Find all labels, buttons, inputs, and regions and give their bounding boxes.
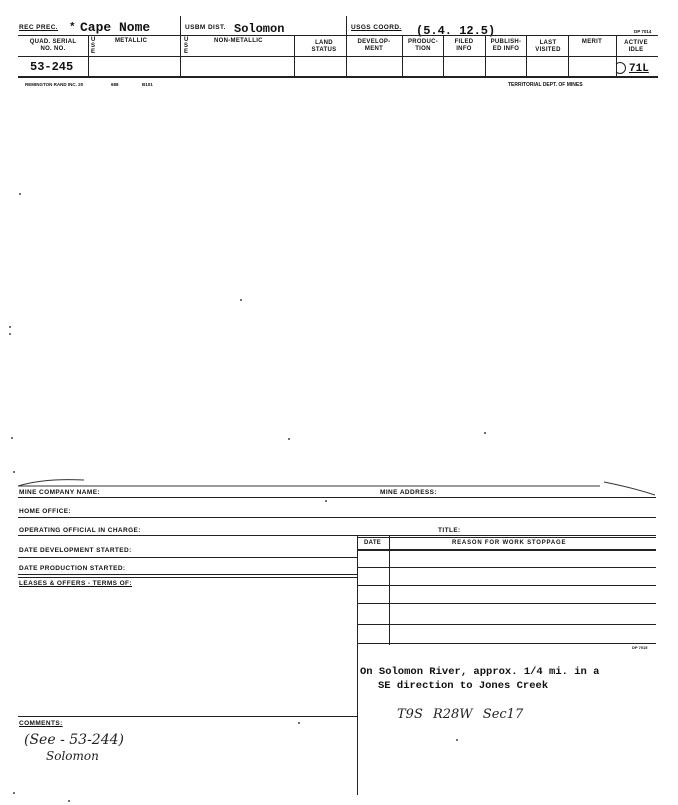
col-merit: MERIT bbox=[581, 39, 603, 45]
circle-mark bbox=[614, 62, 626, 74]
header-strip bbox=[18, 16, 658, 81]
location-line-1: On Solomon River, approx. 1/4 mi. in a bbox=[360, 666, 600, 678]
usgs-coord-value: (5.4. 12.5) bbox=[416, 24, 496, 38]
col-quad-serial: QUAD. SERIAL NO. NO. bbox=[29, 39, 77, 52]
serial-value: 53-245 bbox=[30, 60, 74, 74]
form-code-top: DP 7014 bbox=[634, 29, 652, 34]
mine-company-name-label: MINE COMPANY NAME: bbox=[19, 489, 100, 496]
col-use-nonmetallic: U S E bbox=[184, 37, 189, 55]
date-development-started-label: DATE DEVELOPMENT STARTED: bbox=[19, 547, 132, 554]
card-edge-line bbox=[14, 472, 659, 500]
location-description bbox=[360, 665, 599, 693]
date-production-started-label: DATE PRODUCTION STARTED: bbox=[19, 565, 126, 572]
usbm-dist-value: Solomon bbox=[234, 22, 285, 36]
issuer-name: TERRITORIAL DEPT. OF MINES bbox=[508, 82, 583, 88]
mine-address-label: MINE ADDRESS: bbox=[380, 489, 437, 496]
printer-code-2: B101 bbox=[142, 82, 153, 87]
handwritten-comment-line-1: (See - 53-244) bbox=[24, 732, 124, 748]
rec-prec-value: Cape Nome bbox=[80, 20, 151, 35]
col-use-metallic: U S E bbox=[91, 37, 96, 55]
col-metallic: METALLIC bbox=[115, 38, 148, 44]
col-land-status: LAND STATUS bbox=[311, 40, 337, 53]
comments-label: COMMENTS: bbox=[19, 720, 63, 727]
asterisk-mark: * bbox=[69, 22, 76, 34]
handwritten-location: T9S R28W Sec17 bbox=[397, 707, 524, 722]
usbm-dist-label: USBM DIST. bbox=[185, 24, 226, 31]
date-column-header: DATE bbox=[364, 540, 382, 546]
form-code-bottom: DP 7015 bbox=[632, 645, 648, 650]
printer-code-1: 688 bbox=[111, 82, 119, 87]
leases-offers-label: LEASES & OFFERS - TERMS OF: bbox=[19, 580, 132, 587]
operating-official-label: OPERATING OFFICIAL IN CHARGE: bbox=[19, 527, 141, 534]
active-idle-value: 71L bbox=[629, 63, 649, 75]
col-development: DEVELOP- MENT bbox=[357, 39, 391, 52]
handwritten-comment-line-2: Solomon bbox=[46, 749, 99, 763]
printer-line: REMINGTON RAND INC. 20 bbox=[25, 82, 84, 87]
col-last-visited: LAST VISITED bbox=[535, 40, 561, 53]
handwritten-comment bbox=[24, 732, 124, 764]
col-production: PRODUC- TION bbox=[407, 39, 439, 52]
home-office-label: HOME OFFICE: bbox=[19, 508, 72, 515]
col-active-idle: ACTIVE IDLE bbox=[624, 40, 648, 53]
reason-column-header: REASON FOR WORK STOPPAGE bbox=[452, 540, 567, 546]
location-line-2: SE direction to Jones Creek bbox=[378, 680, 549, 692]
col-filed-info: FILED INFO bbox=[454, 39, 474, 52]
col-published-info: PUBLISH- ED INFO bbox=[490, 39, 522, 52]
title-label: TITLE: bbox=[438, 527, 461, 534]
rec-prec-label: REC PREC. bbox=[19, 24, 58, 31]
col-non-metallic: NON-METALLIC bbox=[214, 38, 263, 44]
usgs-coord-label: USGS COORD. bbox=[351, 24, 402, 31]
